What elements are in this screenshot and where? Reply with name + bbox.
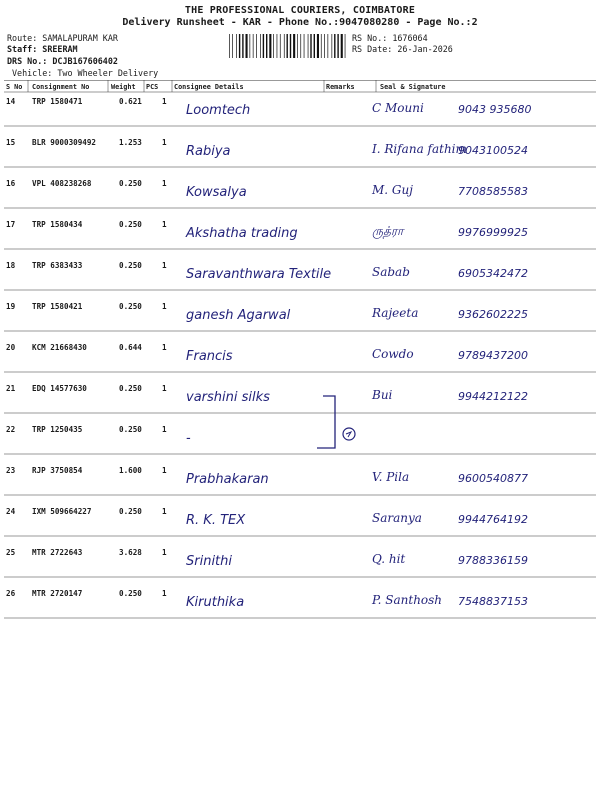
- row-sno: 22: [6, 425, 16, 434]
- row-weight: 3.628: [119, 548, 142, 557]
- row-pcs: 1: [162, 589, 167, 598]
- row-sno: 18: [6, 261, 16, 270]
- col-header-weight: Weight: [111, 83, 136, 91]
- rs-date: RS Date: 26-Jan-2026: [352, 44, 453, 54]
- row-pcs: 1: [162, 302, 167, 311]
- staff-line: Staff: SREERAM: [7, 44, 78, 54]
- row-consignment-no: TRP 1580421: [32, 302, 83, 311]
- drs-line: DRS No.: DCJB167606402: [7, 56, 118, 66]
- row-pcs: 1: [162, 466, 167, 475]
- row-weight: 0.250: [119, 507, 142, 516]
- row-phone-handwritten: 9944764192: [458, 513, 528, 526]
- row-consignment-no: TRP 6383433: [32, 261, 83, 270]
- col-header-remarks: Remarks: [326, 83, 355, 91]
- row-consignee-handwritten: varshini silks: [186, 390, 270, 405]
- row-pcs: 1: [162, 425, 167, 434]
- row-signature: P. Santhosh: [372, 593, 443, 607]
- row-signature: Cowdo: [372, 347, 414, 361]
- route-line: Route: SAMALAPURAM KAR: [7, 33, 118, 43]
- row-signature: Bui: [372, 388, 393, 402]
- row-phone-handwritten: 9043100524: [458, 144, 528, 157]
- row-phone-handwritten: 9789437200: [458, 349, 528, 362]
- row-sno: 20: [6, 343, 16, 352]
- row-weight: 1.600: [119, 466, 142, 475]
- row-weight: 0.250: [119, 384, 142, 393]
- row-consignee-handwritten: R. K. TEX: [186, 513, 246, 528]
- row-phone-handwritten: 7708585583: [458, 185, 528, 198]
- row-phone-handwritten: 9944212122: [458, 390, 528, 403]
- rs-number: RS No.: 1676064: [352, 33, 428, 43]
- col-header-consignment: Consignment No: [32, 83, 90, 91]
- row-consignee-handwritten: Kiruthika: [186, 595, 245, 610]
- row-signature: I. Rifana fathim: [372, 142, 467, 156]
- row-signature: C Mouni: [372, 101, 424, 115]
- row-consignment-no: MTR 2722643: [32, 548, 83, 557]
- row-signature: Sabab: [372, 265, 410, 279]
- row-consignment-no: KCM 21668430: [32, 343, 87, 352]
- row-sno: 16: [6, 179, 16, 188]
- row-pcs: 1: [162, 220, 167, 229]
- row-consignment-no: RJP 3750854: [32, 466, 83, 475]
- row-phone-handwritten: 9600540877: [458, 472, 528, 485]
- row-weight: 1.253: [119, 138, 142, 147]
- row-weight: 0.644: [119, 343, 142, 352]
- col-header-seal: Seal & Signature: [380, 83, 446, 91]
- row-signature: ருத்ரா: [372, 224, 404, 238]
- runsheet-title: Delivery Runsheet - KAR - Phone No.:9047080280 - Page No.:2: [122, 17, 478, 28]
- row-consignee-handwritten: Akshatha trading: [186, 226, 298, 241]
- row-weight: 0.250: [119, 179, 142, 188]
- row-consignment-no: VPL 408238268: [32, 179, 92, 188]
- row-consignment-no: TRP 1580471: [32, 97, 83, 106]
- company-name: THE PROFESSIONAL COURIERS, COIMBATORE: [184, 5, 416, 16]
- row-consignee-handwritten: Prabhakaran: [186, 472, 269, 487]
- row-signature: Rajeeta: [372, 306, 419, 320]
- row-weight: 0.250: [119, 425, 142, 434]
- row-sno: 17: [6, 220, 16, 229]
- row-phone-handwritten: 9362602225: [458, 308, 528, 321]
- row-signature: V. Pila: [372, 470, 410, 484]
- row-consignee-handwritten: -: [186, 431, 191, 446]
- row-signature: Q. hit: [372, 552, 406, 566]
- row-phone-handwritten: 6905342472: [458, 267, 528, 280]
- row-signature: Saranya: [372, 511, 422, 525]
- row-consignee-handwritten: Rabiya: [186, 144, 231, 159]
- row-sno: 25: [6, 548, 16, 557]
- row-consignee-handwritten: Loomtech: [186, 103, 251, 118]
- row-sno: 15: [6, 138, 16, 147]
- row-consignment-no: MTR 2720147: [32, 589, 83, 598]
- col-header-consignee: Consignee Details: [174, 83, 244, 91]
- row-weight: 0.250: [119, 261, 142, 270]
- row-sno: 14: [6, 97, 16, 106]
- row-pcs: 1: [162, 343, 167, 352]
- row-pcs: 1: [162, 507, 167, 516]
- vehicle-line: Vehicle: Two Wheeler Delivery: [12, 68, 159, 78]
- bracket-scribble: [315, 392, 365, 452]
- row-consignee-handwritten: Saravanthwara Textile: [186, 267, 332, 282]
- row-consignee-handwritten: Francis: [186, 349, 233, 364]
- row-phone-handwritten: 9788336159: [458, 554, 528, 567]
- row-sno: 23: [6, 466, 16, 475]
- row-signature: M. Guj: [372, 183, 413, 197]
- row-consignment-no: TRP 1580434: [32, 220, 83, 229]
- row-sno: 24: [6, 507, 16, 516]
- row-sno: 21: [6, 384, 16, 393]
- row-weight: 0.621: [119, 97, 142, 106]
- row-consignee-handwritten: ganesh Agarwal: [186, 308, 291, 323]
- row-consignee-handwritten: Kowsalya: [186, 185, 247, 200]
- row-consignee-handwritten: Srinithi: [186, 554, 233, 569]
- row-consignment-no: EDQ 14577630: [32, 384, 87, 393]
- row-consignment-no: BLR 9000309492: [32, 138, 97, 147]
- row-sno: 19: [6, 302, 16, 311]
- row-phone-handwritten: 9976999925: [458, 226, 528, 239]
- row-pcs: 1: [162, 179, 167, 188]
- row-pcs: 1: [162, 97, 167, 106]
- row-pcs: 1: [162, 548, 167, 557]
- col-header-pcs: PCS: [146, 83, 159, 91]
- row-pcs: 1: [162, 261, 167, 270]
- row-weight: 0.250: [119, 302, 142, 311]
- row-pcs: 1: [162, 138, 167, 147]
- row-phone-handwritten: 9043 935680: [458, 103, 532, 116]
- row-phone-handwritten: 7548837153: [458, 595, 528, 608]
- row-weight: 0.250: [119, 220, 142, 229]
- row-consignment-no: TRP 1250435: [32, 425, 83, 434]
- barcode: [228, 34, 348, 58]
- col-header-sno: S No: [6, 83, 23, 91]
- row-pcs: 1: [162, 384, 167, 393]
- row-sno: 26: [6, 589, 16, 598]
- row-consignment-no: IXM 509664227: [32, 507, 92, 516]
- row-weight: 0.250: [119, 589, 142, 598]
